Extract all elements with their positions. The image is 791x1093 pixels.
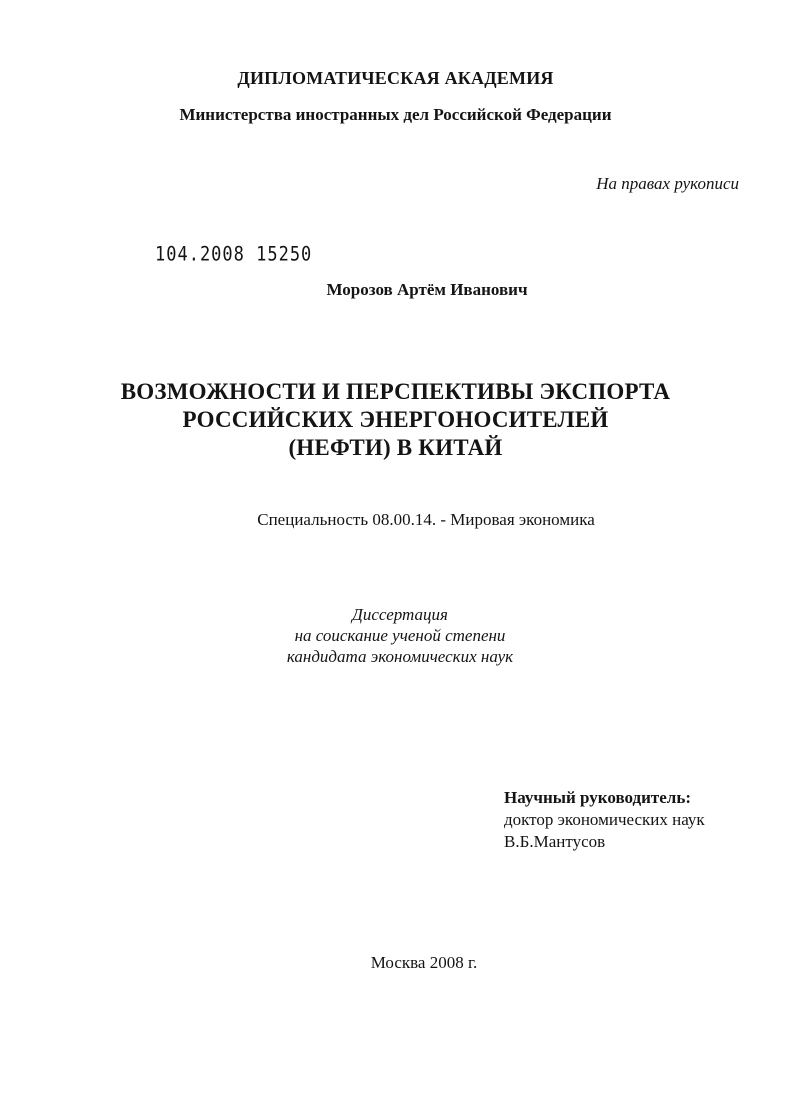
title-line: РОССИЙСКИХ ЭНЕРГОНОСИТЕЛЕЙ <box>182 407 609 432</box>
ministry-name: Министерства иностранных дел Российской Федерации <box>179 105 612 124</box>
dissertation-type <box>0 604 791 667</box>
supervisor-label: Научный руководитель: <box>504 788 691 807</box>
rights-note: На правах рукописи <box>596 174 739 193</box>
dissertation-line: кандидата экономических наук <box>286 647 514 666</box>
dissertation-title <box>0 378 791 462</box>
supervisor-block <box>504 787 705 853</box>
stamp-number: 104.2008 15250 <box>155 243 313 266</box>
specialty: Специальность 08.00.14. - Мировая экономика <box>257 510 595 529</box>
author-name: Морозов Артём Иванович <box>326 280 528 299</box>
dissertation-line: на соискание ученой степени <box>294 626 506 645</box>
dissertation-line: Диссертация <box>352 605 448 624</box>
supervisor-name: В.Б.Мантусов <box>504 832 606 851</box>
academy-name: ДИПЛОМАТИЧЕСКАЯ АКАДЕМИЯ <box>237 68 554 88</box>
city-year: Москва 2008 г. <box>370 953 478 972</box>
supervisor-degree: доктор экономических наук <box>504 810 705 829</box>
title-line: (НЕФТИ) В КИТАЙ <box>288 435 503 460</box>
title-line: ВОЗМОЖНОСТИ И ПЕРСПЕКТИВЫ ЭКСПОРТА <box>120 379 671 404</box>
